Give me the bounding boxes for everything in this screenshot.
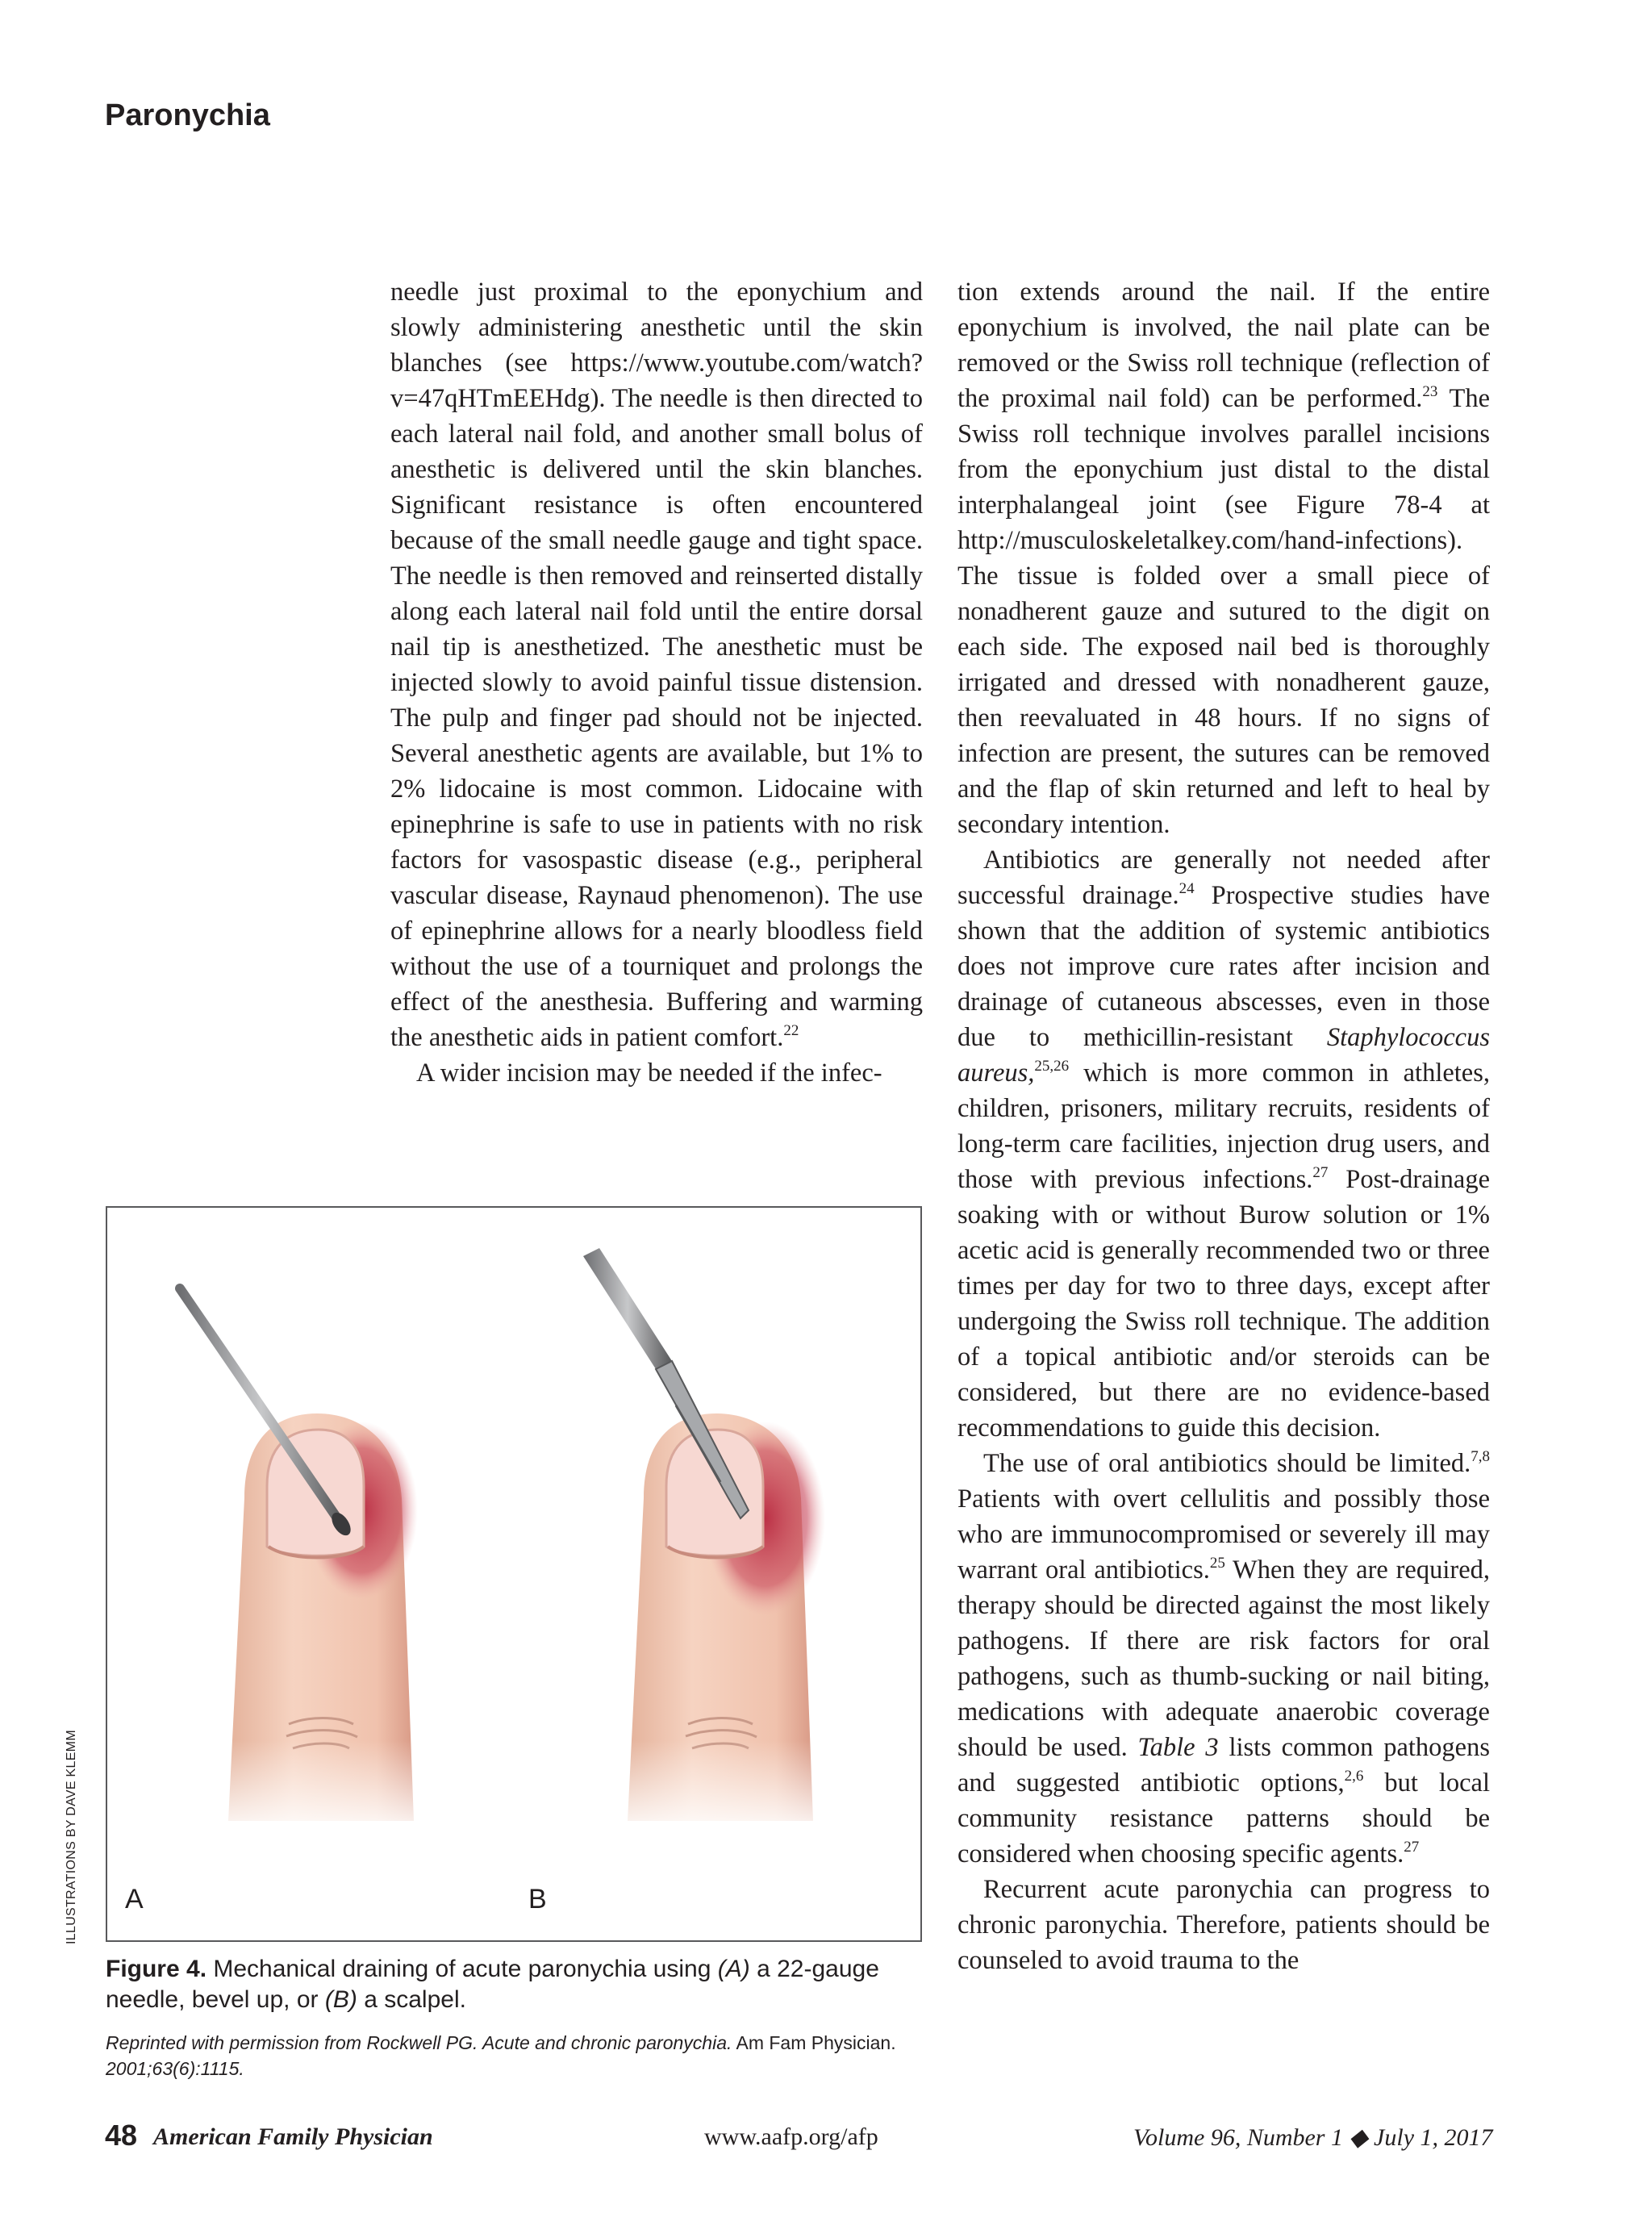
text-column-middle (390, 274, 923, 1091)
issue-info: Volume 96, Number 1 ◆ July 1, 2017 (1133, 2124, 1493, 2151)
citation-ref: 24 (1179, 880, 1195, 897)
paragraph: tion extends around the nail. If the entire eponychium is involved, the nail plate can be removed or the Swiss roll technique (reflection of the proximal nail fold) can be performed.$^{23}$ The Swiss roll technique involves parallel incisions from the eponychium just distal to the distal interphalangeal joint (see Figure 78-4 at http://musculoskeletalkey.com/hand-infections). The tissue is folded over a small piece of nonadherent gauze and sutured to the digit on each side. The exposed nail bed is thoroughly irrigated and dressed with nonadherent gauze, then reevaluated in 48 hours. If no signs of infection are present, the sutures can be removed and the flap of skin returned and left to heal by secondary intention. (957, 278, 1490, 839)
text-column-right (957, 274, 1490, 1978)
journal-url: www.aafp.org/afp (704, 2123, 878, 2150)
paragraph: A wider incision may be needed if the infec- (416, 1058, 882, 1088)
finger-illustration (107, 1208, 920, 1940)
journal-name: American Family Physician (153, 2123, 433, 2150)
paragraph: needle just proximal to the eponychium and slowly administering anesthetic until the skin blanches (see https://www.youtube.com/watch?v=47qHTmEEHdg). The needle is then directed to each lateral nail fold, and another small bolus of anesthetic is delivered until the skin blanches. Significant resistance is often encountered because of the small needle gauge and tight space. The needle is then removed and reinserted distally along each lateral nail fold until the entire dorsal nail tip is anesthetized. The anesthetic must be injected slowly to avoid painful tissue distension. The pulp and finger pad should not be injected. Several anesthetic agents are available, but 1% to 2% lidocaine is most common. Lidocaine with epinephrine is safe to use in patients with no risk factors for vasospastic disease (e.g., peripheral vascular disease, Raynaud phenomenon). The use of epinephrine allows for a nearly bloodless field without the use of a tourniquet and prolongs the effect of the anesthesia. Buffering and warming the anesthetic aids in patient comfort.$^{22}$ (390, 278, 923, 1052)
reprint-note: Reprinted with permission from Rockwell PG. Acute and chronic paronychia. Am Fam Physician. 2001;63(6):1115. (106, 2032, 896, 2079)
paragraph: Antibiotics are generally not needed after successful drainage.$^{24}$ Prospective studies have shown that the addition of systemic antibiotics does not improve cure rates after incision and drainage of cutaneous abscesses, even in those due to methicillin-resistant Staphylococcus aureus,$^{25,26}$ which is more common in athletes, children, prisoners, military recruits, residents of long-term care facilities, injection drug users, and those with previous infections.$^{27}$ Post-drainage soaking with or without Burow solution or 1% acetic acid is generally recommended two or three times per day for two to three days, except after undergoing the Swiss roll technique. The addition of a topical antibiotic and/or steroids can be considered, but there are no evidence-based recommendations to guide this decision. (957, 846, 1491, 1443)
page-number: 48 (105, 2119, 138, 2152)
citation-ref: 22 (783, 1022, 799, 1039)
citation-ref: 25,26 (1034, 1058, 1070, 1075)
citation-ref: 7,8 (1471, 1448, 1490, 1465)
illustration-credit: ILLUSTRATIONS BY DAVE KLEMM (65, 1730, 78, 1944)
table-reference: Table 3 (1137, 1733, 1219, 1762)
citation-ref: 25 (1209, 1555, 1225, 1572)
figure-caption: Figure 4. Mechanical draining of acute paronychia using (A) a 22-gauge needle, bevel up, or (B) a scalpel. (106, 1956, 879, 2013)
citation-ref: 2,6 (1344, 1768, 1364, 1785)
figure-illustration (106, 1206, 922, 1942)
finger-b (511, 1413, 920, 1837)
paragraph: Recurrent acute paronychia can progress to chronic paronychia. Therefore, patients should be counseled to avoid trauma to the (957, 1875, 1490, 1975)
panel-label-b: B (528, 1884, 547, 1914)
citation-ref: 23 (1422, 383, 1438, 400)
citation-ref: 27 (1404, 1839, 1420, 1856)
section-title: Paronychia (105, 98, 270, 132)
paragraph: The use of oral antibiotics should be limited.$^{7,8}$ Patients with overt cellulitis and possibly those who are immunocompromised or severely ill may warrant oral antibiotics.$^{25}$ When they are required, therapy should be directed against the most likely pathogens. If there are risk factors for oral pathogens, such as thumb-sucking or nail biting, medications with adequate anaerobic coverage should be used. Table 3 lists common pathogens and suggested antibiotic options,$^{2,6}$ but local community resistance patterns should be considered when choosing specific agents.$^{27}$ (957, 1448, 1491, 1868)
panel-label-a: A (125, 1884, 144, 1914)
citation-ref: 27 (1312, 1164, 1329, 1181)
